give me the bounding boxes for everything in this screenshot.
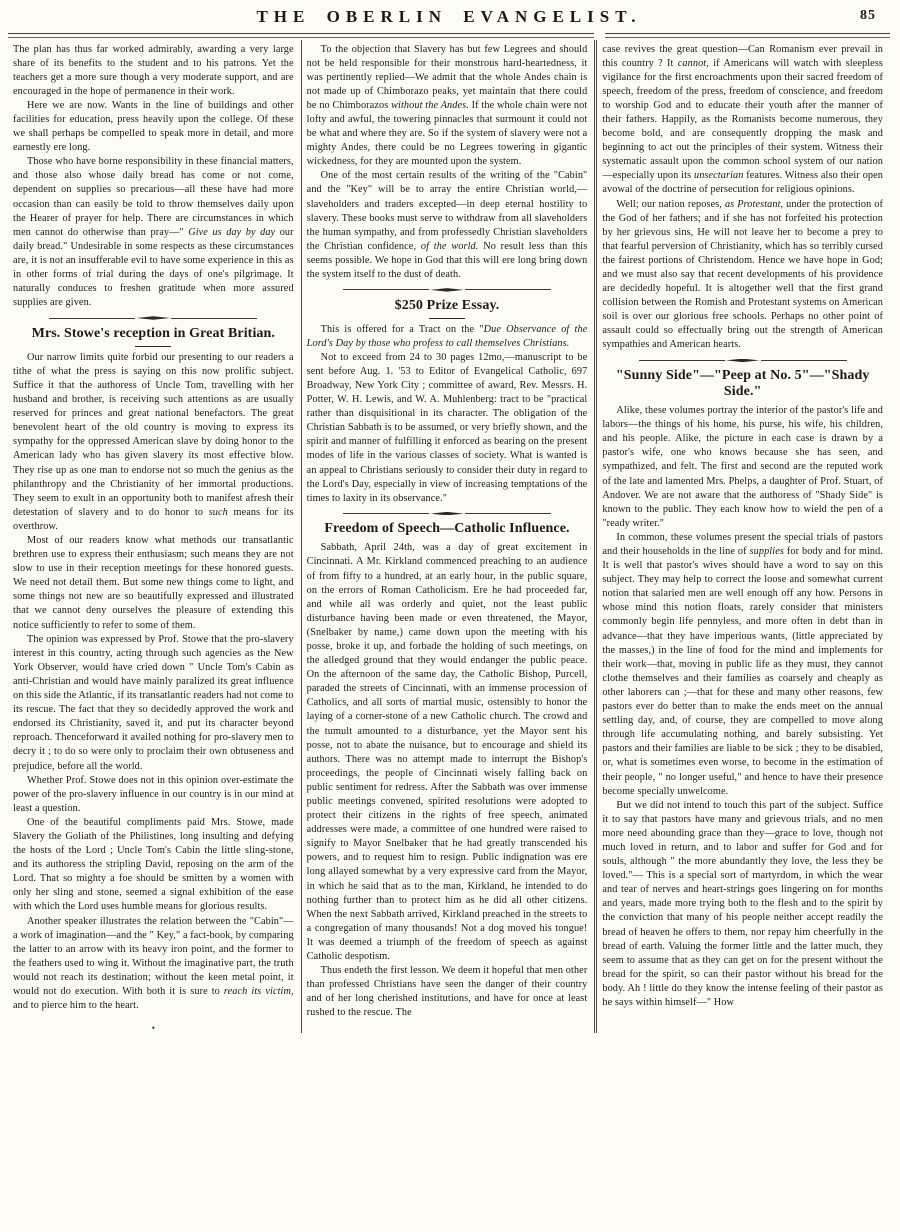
column-1	[8, 40, 301, 1034]
article-paragraph: But we did not intend to touch this part of the subject. Suffice it to say that pastors have many and grievous trials, and no men more need abounding grace than they—grace to love, though not much loved in return, and to labor and suffer for God and for souls, although " the more abundantly they love, the less they be loved."— This is a special sort of martyrdom, in which the wear and tear of nerves and heart-strings goes lingering on for months and years, made more trying both to the flesh and to the spirit by the conviction that many of his people neither accept readily the bread of heaven he offers to them, nor repay him cheerfully in the bread of earth. Valuing the former little and the latter much, they seem to assume that as they can get on for the present without the bread for the spirit, so can their pastor without his bread for the body. Ah ! little do they know the intense feeling of their pastor as he says within himself—" How	[602, 799, 884, 1008]
divider-diamond-ornament	[430, 512, 464, 516]
article-paragraph: Not to exceed from 24 to 30 pages 12mo,—manuscript to be sent before Aug. 1. '53 to Editor of Evangelical Catholic, 697 Broadway, New York City ; committee of award, Rev. Messrs. H. Potter, W. H. Lewis, and W. A. Muhlenberg: tract to be "practical rather than disquisitional in its character. The obligation of the Christian Sabbath is to be assumed, or very briefly shown, and the spirit and manner of fulfilling it enforced as bearing on the present modes of life in the various classes of society. What is wanted is an appeal to Christians seriously to consider their duty in regard to the Lord's Day, especially in view of increasing temptations of the times to laxity in its observance."	[306, 351, 588, 504]
section-divider	[639, 359, 847, 363]
article-paragraph: Another speaker illustrates the relation between the "Cabin"—a work of imagination—and the " Key," a fact-book, by comparing the latter to an arrow with its heavy iron point, and the former to the feathers used to wing it. Without the imaginative part, the truth would not reach its destination; without the keen metal point, it would not do execution. With both it is sure to reach its victim, and to pierce him to the heart.	[13, 915, 294, 1012]
section-heading: $250 Prize Essay.	[394, 297, 500, 313]
column-2	[301, 40, 595, 1034]
divider-diamond-ornament	[136, 316, 170, 320]
page-number: 85	[860, 8, 876, 23]
section-heading: Mrs. Stowe's reception in Great Britian.	[31, 325, 276, 341]
publication-title: THE OBERLIN EVANGELIST.	[256, 7, 642, 26]
article-paragraph: Whether Prof. Stowe does not in this opinion over-estimate the power of the pro-slavery influence in our country is in our mind at least a question.	[13, 774, 294, 814]
divider-diamond-ornament	[726, 359, 760, 363]
article-paragraph: This is offered for a Tract on the "Due Observance of the Lord's Day by those who profess to call themselves Christians.	[306, 323, 588, 349]
article-paragraph: One of the beautiful compliments paid Mrs. Stowe, made Slavery the Goliath of the Philistines, long insulting and defying the hosts of the Lord ; Uncle Tom's Cabin the little sling-stone, and its authoress the stripling David, reposing on the arm of the Lord. That so mighty a foe should be smitten by a women with only her sling and stone, seemed a signal exhibition of the ease with which the Lord uses humble means for glorious results.	[13, 816, 294, 913]
article-paragraph: Well; our nation reposes, as Protestant, under the protection of the God of her fathers; and if she has not forfeited his protection by her grievous sins, He will not leave her to become a prey to that fearful perversion of Christianity, which has so terribly cursed the fairest portions of Christendom. Hence we have hope in God; and we must also say that recent developments of his providence are decidedly hopeful. It is altogether well that the first grand collision between the Romish and Protestant systems on American soil is over our glorious free schools. Perhaps no other point of assault could so effectually bring out the strength of American sympathies and American hearts.	[602, 198, 884, 351]
column-3	[594, 40, 890, 1034]
article-paragraph: In common, these volumes present the special trials of pastors and their households in the line of supplies for body and for mind. It is well that pastor's wives should have a word to say on this subject. They may help to correct the loose and somewhat current notion that salaried men are well enough off any how. Persons in whose mind this notion floats, rarely consider that ministers commonly begin life pennyless, and more often in debt than in advance—that they have imperious wants, (little appreciated by the masses,) in the line of food for the mind and implements for their work—that, moving in public life as they must, they cannot clothe themselves and their families as coarsely and cheaply as other laborers can ;—that for these and many other reasons, few pastors ever do better than to make the ends meet on the annual settling day, and, of course, they are compelled to move along through life accumulating nothing, and barely subsisting. Yet pastors and their families are liable to be sick ; they to be disabled, or, what is sometimes even worse, to become in the estimation of their people, " no longer useful," and hence to have their presence become specially unwelcome.	[602, 531, 884, 797]
masthead	[8, 5, 890, 30]
article-paragraph: Most of our readers know what methods our transatlantic brethren use to express their enthusiasm; such means they are not slow to use in their reception meetings for these honored guests. We need not detail them. But some new things come to light, and some things not new are so beautifully expressed and illustrated that we cannot deny ourselves the pleasure of extending this notice sufficiently to refer to some of them.	[13, 535, 294, 631]
section-divider	[343, 288, 551, 292]
article-paragraph: Here we are now. Wants in the line of buildings and other facilities for education, press heavily upon the college. Of these we shall perhaps be compelled to speak more in detail, and more earnestly ere long.	[13, 99, 294, 154]
article-paragraph: Thus endeth the first lesson. We deem it hopeful that men other than professed Christians have seen the danger of their country and of her long cherished institutions, and have for once at least rushed to the rescue. The	[306, 965, 588, 1019]
masthead-rule	[8, 33, 890, 38]
article-paragraph: The plan has thus far worked admirably, awarding a very large share of its benefits to the student and to his patrons. Yet the teachers get a more sure though a very moderate support, and are encouraged in the hope of permanence in their work.	[13, 43, 294, 97]
article-paragraph: To the objection that Slavery has but few Legrees and should not be held responsible for their monstrous hard-heartedness, it was pertinently replied—We admit that the whole Andes chain is not made up of Chimborazo peaks, yet maintain that there could be no Chimborazos without the Andes. If the whole chain were not lofty and awful, the towering pinnacles that surmount it could not be what and where they are. So if the system of slavery were not a mighty Andes, there could be no Legrees towering in gigantic wickedness, for they are mounted upon the system.	[306, 43, 588, 168]
masthead-rule-left	[8, 33, 594, 38]
divider-diamond-ornament	[430, 288, 464, 292]
section-divider	[343, 512, 551, 516]
section-divider	[49, 316, 257, 320]
section-heading: Freedom of Speech—Catholic Influence.	[324, 521, 570, 537]
article-columns	[8, 40, 890, 1034]
end-dot-mark: •	[151, 1023, 155, 1034]
section-heading: "Sunny Side"—"Peep at No. 5"—"Shady Side."	[615, 368, 870, 400]
article-paragraph: One of the most certain results of the writing of the "Cabin" and the "Key" will be to array the entire Christian world,—slaveholders and traders excepted—in deep eternal hostility to slavery. These books must serve to withdraw from all slaveholders the human sympathy, and from professedly Christian slaveholders the Christian confidence, of the world. No result less than this seems possible. We hope in God that this will ere long bring down the system itself to the dust of death.	[306, 170, 588, 280]
article-paragraph: case revives the great question—Can Romanism ever prevail in this country ? It cannot, if Americans will watch with sleepless vigilance for the first encroachments upon their sacred freedom of speech, freedom of the press, freedom of conscience, and freedom to worship God and to educate their youth after the manner of their fathers. Happily, as the Romanists become numerous, they become bold, and are consequently dropping the mask and beginning to act out the principles of their system. Witness their systematic assault upon the common school system of our nation—especially upon its unsectarian features. Witness also their open avowal of the doctrine of persecution for religious opinions.	[602, 43, 884, 196]
heading-underline	[429, 318, 465, 319]
article-paragraph: Our narrow limits quite forbid our presenting to our readers a tithe of what the press is saying on this now prolific subject. Suffice it that the authoress of Uncle Tom, travelling with her husband and brother, is receiving such attentions as are usually reserved for princes and great national benefactors. The great benevolent heart of the old country is moving to express its sympathy for the oppressed American slave by doing honor to the American lady who has given slavery its most effective blow. They rise up as one man to endorse not so much the genius as the philanthropy and the Christianity of her immortal productions. They seem to exult in an opportunity both to manifest afresh their detestation of slavery and to do honor to such means for its overthrow.	[13, 351, 294, 532]
article-paragraph: Alike, these volumes portray the interior of the pastor's life and labors—the things of his home, his purse, his wife, his children, and his people. Alike, the picture in each case is drawn by a pastor's wife, one who knows because she has seen, and sympathized, and felt. The first and second are the reputed work of the late and lamented Mrs. Phelps, a daughter of Prof. Stuart, of Andover. We are not aware that the authoress of "Shady Side" is known to the public. They each know how to wield the pen of a "ready writer."	[602, 405, 884, 529]
heading-underline	[135, 346, 171, 347]
article-paragraph: Sabbath, April 24th, was a day of great excitement in Cincinnati. A Mr. Kirkland commenced preaching to an audience of from fifty to a hundred, at an early hour, in the public square, on the errors of Roman Catholicism. Ere he had proceeded far, and while all was orderly and quiet, not the least public disturbance having been made or even threatened, the Mayor, (Snelbaker by name,) came down upon the meeting with his posse, broke it up, and forbade the holding of such meetings, on the alledged ground that they would endanger the public peace. On the afternoon of the same day, the Catholic Bishop, Purcell, paraded the streets of Cincinnati, with an immense procession of Catholics, and all sorts of martial music, ostensibly to honor the laying of a corner-stone of a new Catholic church. The crowd and the tumult amounted to a disturbance, yet the Mayor sent his posse, not to abate the nuisance, but to encourage and shield its authors. There was no attempt made to interrupt the Bishop's proceedings, the people of Cincinnati wisely falling back on public sentiment for redress. After the Sabbath was over immense public meetings convened, spirited resolutions were adopted to protect their citizens in the rights of free speech, animated addresses were made, a committee of one hundred were raised to signify to Mayor Snelbaker that he had greatly transcended his powers, and to request him to resign. Public indignation was ere long allayed somewhat by a very expressive card from the Mayor, in which he said that as to the man, Kirkland, he intended to do nothing further than to protect him as he did all other citizens. When the next Sabbath arrived, Kirkland preached in the streets to a congregation of many thousands! Not a dog moved his tongue! It was deemed a triumph of the freedom of speech as against Catholic despotism.	[306, 542, 588, 963]
article-paragraph: Those who have borne responsibility in these financial matters, and those also whose daily bread has come or not come, dependent on supplies so precarious—all these have had more occasion than can easily be told to throw themselves daily upon the Hearer of prayer for help. There are circumstances in which men cannot do otherwise than pray—" Give us day by day our daily bread." Undesirable in some respects as these circumstances are, it is not an insufferable evil to have some experience in this as in other forms of trial during the days of one's pilgrimage. It naturally conduces to freshen gratitude when more assured supplies are given.	[13, 156, 294, 309]
masthead-rule-right	[605, 33, 890, 38]
article-paragraph: The opinion was expressed by Prof. Stowe that the pro-slavery interest in this country, acting through such agencies as the New York Observer, would have cried down " Uncle Tom's Cabin as anti-Christian and would have mainly paralized its great influence on this side the Atlantic, if its transatlantic readers had not come to its rescue. The fact that they so decidedly approved the work and endorsed its Christianity, saved it, and put its character beyond reproach. Thenceforward it availed nothing for pro-slavery men to decry it ; to do so were only to proclaim their own obtuseness and prejudice, before all the world.	[13, 633, 294, 772]
